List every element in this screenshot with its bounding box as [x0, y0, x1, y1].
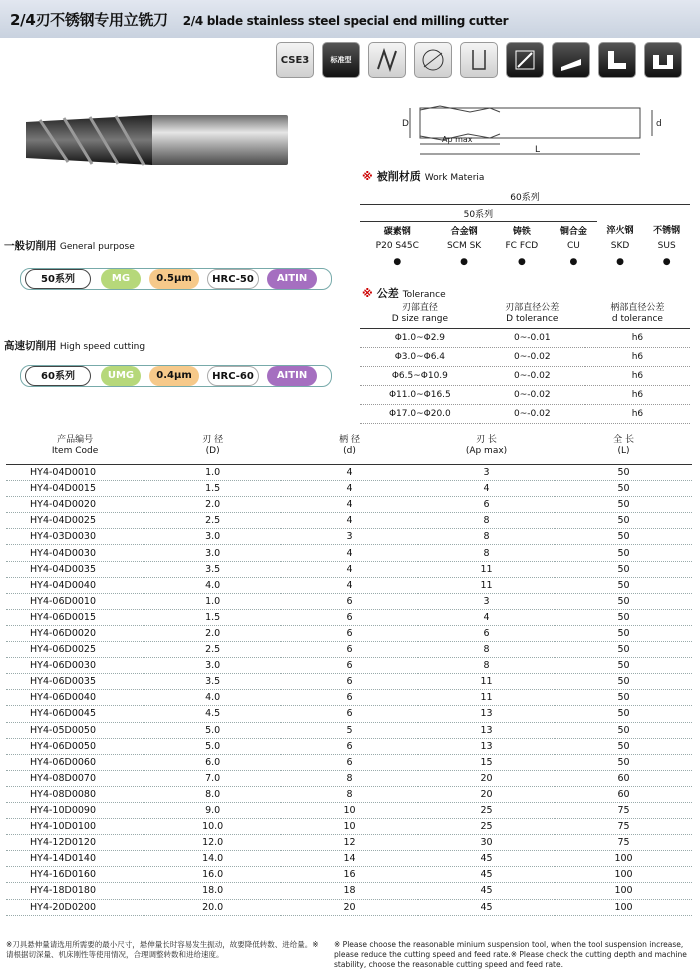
- table-cell: 50: [555, 658, 692, 674]
- table-row: [6, 851, 692, 867]
- table-cell: 4.0: [144, 690, 281, 706]
- table-cell: 6: [281, 609, 418, 625]
- table-cell: 50: [555, 642, 692, 658]
- table-cell: 4: [281, 481, 418, 497]
- table-cell: 20: [281, 899, 418, 915]
- table-row: [6, 642, 692, 658]
- straight-shank-icon: [460, 42, 498, 78]
- table-cell: HY4-04D0025: [6, 513, 144, 529]
- table-cell: HY4-16D0160: [6, 867, 144, 883]
- table-cell: 100: [555, 867, 692, 883]
- table-cell: 13: [418, 722, 555, 738]
- table-cell: HY4-06D0015: [6, 609, 144, 625]
- table-row: [6, 819, 692, 835]
- tolerance-cell: 0~-0.02: [480, 386, 585, 405]
- table-cell: HY4-04D0040: [6, 577, 144, 593]
- work-material-table: 60系列 50系列 碳素钢 合金钢 铸铁 铜合金 淬火钢 不锈钢 P20 S45C SCM SK FC FCD CU SKD SUS ● ● ● ● ● ●: [360, 188, 690, 270]
- end-mill-image: [20, 112, 290, 168]
- table-cell: 8: [418, 545, 555, 561]
- drawing-shank-d-label: d: [656, 119, 662, 129]
- table-cell: 5: [281, 722, 418, 738]
- table-cell: 11: [418, 674, 555, 690]
- table-cell: 3: [281, 529, 418, 545]
- tolerance-cell: 0~-0.02: [480, 405, 585, 424]
- table-row: [6, 577, 692, 593]
- table-cell: 18.0: [144, 883, 281, 899]
- helix-45-icon: [414, 42, 452, 78]
- table-cell: 50: [555, 561, 692, 577]
- table-cell: HY4-04D0015: [6, 481, 144, 497]
- table-cell: 14.0: [144, 851, 281, 867]
- table-cell: 15: [418, 754, 555, 770]
- table-row: [6, 867, 692, 883]
- hardness-badge: HRC-50: [207, 269, 259, 289]
- table-cell: HY4-05D0050: [6, 722, 144, 738]
- tolerance-row: [360, 348, 690, 367]
- table-cell: 6: [281, 674, 418, 690]
- high-speed-label: 高速切削用 High speed cutting: [4, 340, 146, 352]
- table-cell: 13: [418, 706, 555, 722]
- table-cell: 16: [281, 867, 418, 883]
- table-cell: 25: [418, 819, 555, 835]
- table-row: [6, 481, 692, 497]
- table-cell: HY4-06D0060: [6, 754, 144, 770]
- table-cell: 75: [555, 819, 692, 835]
- table-cell: 45: [418, 851, 555, 867]
- high-speed-specs: [20, 365, 332, 387]
- grain-badge: 0.5μm: [149, 269, 199, 289]
- table-cell: 2.5: [144, 513, 281, 529]
- table-cell: HY4-06D0045: [6, 706, 144, 722]
- table-cell: 20.0: [144, 899, 281, 915]
- table-cell: 50: [555, 706, 692, 722]
- table-cell: 16.0: [144, 867, 281, 883]
- table-cell: HY4-04D0020: [6, 497, 144, 513]
- footer-note-en: ※ Please choose the reasonable minium suspension tool, when the tool suspension increase, please reduce the cutting speed and feed rate.※ Please check the cutting depth and machine stability, choose the reasonable cutting speed and feed rate.: [334, 940, 687, 969]
- table-cell: 4: [281, 497, 418, 513]
- table-cell: HY4-06D0020: [6, 625, 144, 641]
- table-cell: 3.0: [144, 529, 281, 545]
- table-cell: 7.0: [144, 770, 281, 786]
- table-cell: 4: [418, 481, 555, 497]
- table-cell: 8: [281, 786, 418, 802]
- table-row: [6, 465, 692, 481]
- drawing-d-label: D: [402, 119, 409, 129]
- table-cell: HY4-06D0030: [6, 658, 144, 674]
- table-cell: HY4-04D0010: [6, 465, 144, 481]
- work-material-heading: ※ 被削材质 Work Materia: [362, 170, 485, 183]
- table-cell: 2.0: [144, 497, 281, 513]
- tolerance-cell: h6: [585, 348, 690, 367]
- drawing-l-label: L: [535, 145, 541, 155]
- table-cell: 1.5: [144, 609, 281, 625]
- table-cell: 5.0: [144, 722, 281, 738]
- table-cell: HY4-12D0120: [6, 835, 144, 851]
- table-cell: 2.0: [144, 625, 281, 641]
- table-cell: 100: [555, 851, 692, 867]
- table-cell: 50: [555, 625, 692, 641]
- table-cell: 3.0: [144, 658, 281, 674]
- table-cell: HY4-06D0010: [6, 593, 144, 609]
- table-cell: 4: [281, 513, 418, 529]
- table-cell: 50: [555, 593, 692, 609]
- table-cell: 50: [555, 497, 692, 513]
- table-cell: 8.0: [144, 786, 281, 802]
- table-cell: HY4-10D0100: [6, 819, 144, 835]
- table-cell: 6: [281, 754, 418, 770]
- table-cell: HY4-06D0040: [6, 690, 144, 706]
- general-purpose-specs: [20, 268, 332, 290]
- series-badge: 60系列: [25, 366, 91, 386]
- tolerance-cell: 0~-0.02: [480, 367, 585, 386]
- tolerance-table: 刃部直径 D size range 刃部直径公差 D tolerance 柄部直径公差 d tolerance Φ1.0~Φ2.9 0~-0.01 h6 Φ3.0~Φ6.4 0~-0.02 h6 Φ6.5~Φ10.9 0~-0.02 h6 Φ11.0~Φ16.5 0~-0.02 h6 Φ17.0~Φ20.0 0~-0.02 h6: [360, 300, 690, 424]
- table-cell: 3.0: [144, 545, 281, 561]
- table-cell: 50: [555, 529, 692, 545]
- table-cell: 10.0: [144, 819, 281, 835]
- tolerance-cell: h6: [585, 405, 690, 424]
- table-cell: 50: [555, 545, 692, 561]
- table-cell: HY4-04D0035: [6, 561, 144, 577]
- tolerance-cell: h6: [585, 367, 690, 386]
- carbide-badge: UMG: [101, 366, 141, 386]
- table-cell: 6: [281, 625, 418, 641]
- table-cell: 50: [555, 754, 692, 770]
- table-row: [6, 786, 692, 802]
- table-cell: 4: [281, 561, 418, 577]
- table-cell: 6: [418, 625, 555, 641]
- slotting-icon: [506, 42, 544, 78]
- table-cell: HY4-14D0140: [6, 851, 144, 867]
- tolerance-row: [360, 329, 690, 348]
- tolerance-cell: h6: [585, 329, 690, 348]
- table-cell: 4: [281, 465, 418, 481]
- tolerance-row: [360, 386, 690, 405]
- page-header: [0, 0, 700, 38]
- table-cell: 11: [418, 577, 555, 593]
- coating-badge: AITIN: [267, 366, 317, 386]
- table-cell: 9.0: [144, 802, 281, 818]
- table-cell: 45: [418, 899, 555, 915]
- table-cell: HY4-10D0090: [6, 802, 144, 818]
- table-row: [6, 497, 692, 513]
- table-cell: 4: [281, 545, 418, 561]
- table-cell: 6: [281, 642, 418, 658]
- table-row: [6, 754, 692, 770]
- table-cell: 50: [555, 609, 692, 625]
- table-cell: HY4-04D0030: [6, 545, 144, 561]
- table-cell: 6: [281, 706, 418, 722]
- hardness-badge: HRC-60: [207, 366, 259, 386]
- table-cell: 12: [281, 835, 418, 851]
- table-cell: HY4-06D0035: [6, 674, 144, 690]
- material-standard-icon: 标准型: [322, 42, 360, 78]
- side-milling-icon: [552, 42, 590, 78]
- table-row: [6, 513, 692, 529]
- table-cell: 10: [281, 802, 418, 818]
- tolerance-cell: Φ3.0~Φ6.4: [360, 348, 480, 367]
- tolerance-cell: Φ6.5~Φ10.9: [360, 367, 480, 386]
- table-cell: 60: [555, 786, 692, 802]
- table-cell: HY4-20D0200: [6, 899, 144, 915]
- table-cell: 50: [555, 481, 692, 497]
- table-row: [6, 706, 692, 722]
- table-cell: HY4-08D0070: [6, 770, 144, 786]
- table-cell: 50: [555, 465, 692, 481]
- feature-icons: [276, 42, 696, 80]
- table-cell: 75: [555, 802, 692, 818]
- table-cell: 11: [418, 561, 555, 577]
- product-table: 产品编号 Item Code 刃 径 (D) 柄 径 (d) 刃 长 (Ap max) 全 长 (L) HY4-04D0010 1.0 4 3 50 HY4-04D0015 1.5 4 4 50 HY4-04D0020 2.0 4 6 50 HY4-04D0025 2.5 4 8 50 HY4-03D0030 3.0 3 8 50 HY4-04D0030 3.0 4 8 50 HY4-04D0035 3.5 4 11 50 HY4-04D0040 4.0 4 11 50 HY4-06D0010 1.0 6 3 50 HY4-06D0015 1.5 6 4 50 HY4-06D0020 2.0 6 6 50 HY4-06D0025 2.5 6 8 50 HY4-06D0030 3.0 6 8 50 HY4-06D0035 3.5 6 11 50 HY4-06D0040 4.0 6 11 50 HY4-06D0045 4.5 6 13 50 HY4-05D0050 5.0 5 13 50 HY4-06D0050 5.0 6 13 50 HY4-06D0060 6.0 6 15 50 HY4-08D0070 7.0 8 20 60 HY4-08D0080 8.0 8 20 60 HY4-10D0090 9.0 10 25 75 HY4-10D0100 10.0 10 25 75 HY4-12D0120 12.0 12 30 75 HY4-14D0140 14.0 14 45 100 HY4-16D0160 16.0 16 45 100 HY4-18D0180 18.0 18 45 100 HY4-20D0200 20.0 20 45 100: [6, 428, 692, 916]
- table-cell: 1.0: [144, 593, 281, 609]
- tolerance-row: [360, 367, 690, 386]
- tolerance-cell: Φ17.0~Φ20.0: [360, 405, 480, 424]
- table-cell: HY4-08D0080: [6, 786, 144, 802]
- table-cell: 11: [418, 690, 555, 706]
- table-cell: 5.0: [144, 738, 281, 754]
- table-cell: 45: [418, 883, 555, 899]
- table-cell: 50: [555, 513, 692, 529]
- table-row: [6, 835, 692, 851]
- table-row: [6, 545, 692, 561]
- table-cell: HY4-03D0030: [6, 529, 144, 545]
- table-cell: 10: [281, 819, 418, 835]
- tolerance-cell: 0~-0.01: [480, 329, 585, 348]
- table-row: [6, 593, 692, 609]
- table-cell: HY4-06D0050: [6, 738, 144, 754]
- table-cell: 100: [555, 899, 692, 915]
- carbide-badge: MG: [101, 269, 141, 289]
- table-cell: 18: [281, 883, 418, 899]
- table-cell: 50: [555, 674, 692, 690]
- table-row: [6, 658, 692, 674]
- tolerance-cell: Φ1.0~Φ2.9: [360, 329, 480, 348]
- table-cell: 6: [281, 658, 418, 674]
- table-cell: 50: [555, 722, 692, 738]
- table-cell: 8: [418, 642, 555, 658]
- table-row: [6, 883, 692, 899]
- table-row: [6, 899, 692, 915]
- table-row: [6, 609, 692, 625]
- table-cell: 1.0: [144, 465, 281, 481]
- table-cell: 3.5: [144, 674, 281, 690]
- shoulder-milling-icon: [598, 42, 636, 78]
- grain-badge: 0.4μm: [149, 366, 199, 386]
- tolerance-cell: Φ11.0~Φ16.5: [360, 386, 480, 405]
- table-cell: 13: [418, 738, 555, 754]
- table-cell: 2.5: [144, 642, 281, 658]
- table-cell: 100: [555, 883, 692, 899]
- flute-icon: [368, 42, 406, 78]
- dimension-drawing: [380, 100, 680, 160]
- table-cell: 50: [555, 690, 692, 706]
- table-row: [6, 802, 692, 818]
- table-cell: 4.5: [144, 706, 281, 722]
- table-cell: 50: [555, 738, 692, 754]
- footer-note-zh: ※刀具悬伸量请选用所需要的最小尺寸，悬伸量长时容易发生振动，故要降低转数、进给量。※请根据切深量、机床刚性等使用情况，合理调整转数和进给速度。: [6, 940, 319, 959]
- tolerance-cell: 0~-0.02: [480, 348, 585, 367]
- drawing-ap-label: Ap max: [442, 135, 473, 144]
- table-cell: 20: [418, 770, 555, 786]
- table-row: [6, 529, 692, 545]
- table-cell: 6: [418, 497, 555, 513]
- table-cell: 4: [281, 577, 418, 593]
- table-row: [6, 738, 692, 754]
- table-row: [6, 722, 692, 738]
- table-cell: 3: [418, 465, 555, 481]
- tolerance-row: [360, 405, 690, 424]
- tolerance-cell: h6: [585, 386, 690, 405]
- groove-milling-icon: [644, 42, 682, 78]
- table-cell: 6: [281, 690, 418, 706]
- table-cell: 14: [281, 851, 418, 867]
- table-cell: 6: [281, 738, 418, 754]
- page-title: 2/4刃不锈钢专用立铣刀 2/4 blade stainless steel special end milling cutter: [10, 11, 509, 29]
- table-cell: 8: [418, 513, 555, 529]
- table-row: [6, 561, 692, 577]
- table-row: [6, 674, 692, 690]
- tolerance-heading: ※ 公差 Tolerance: [362, 287, 446, 300]
- table-row: [6, 625, 692, 641]
- table-cell: 6: [281, 593, 418, 609]
- table-cell: 6.0: [144, 754, 281, 770]
- table-cell: 45: [418, 867, 555, 883]
- table-cell: 60: [555, 770, 692, 786]
- table-cell: 1.5: [144, 481, 281, 497]
- table-cell: 4: [418, 609, 555, 625]
- table-cell: 8: [281, 770, 418, 786]
- table-cell: HY4-06D0025: [6, 642, 144, 658]
- series-badge: 50系列: [25, 269, 91, 289]
- table-cell: 25: [418, 802, 555, 818]
- table-cell: 12.0: [144, 835, 281, 851]
- general-purpose-label: 一般切削用 General purpose: [4, 240, 135, 252]
- cse3-icon: CSE3: [276, 42, 314, 78]
- table-cell: 30: [418, 835, 555, 851]
- table-cell: 8: [418, 658, 555, 674]
- table-cell: 3.5: [144, 561, 281, 577]
- table-cell: 8: [418, 529, 555, 545]
- table-cell: 4.0: [144, 577, 281, 593]
- table-cell: 3: [418, 593, 555, 609]
- table-cell: 50: [555, 577, 692, 593]
- table-cell: 20: [418, 786, 555, 802]
- table-row: [6, 690, 692, 706]
- table-cell: HY4-18D0180: [6, 883, 144, 899]
- coating-badge: AITIN: [267, 269, 317, 289]
- table-row: [6, 770, 692, 786]
- table-cell: 75: [555, 835, 692, 851]
